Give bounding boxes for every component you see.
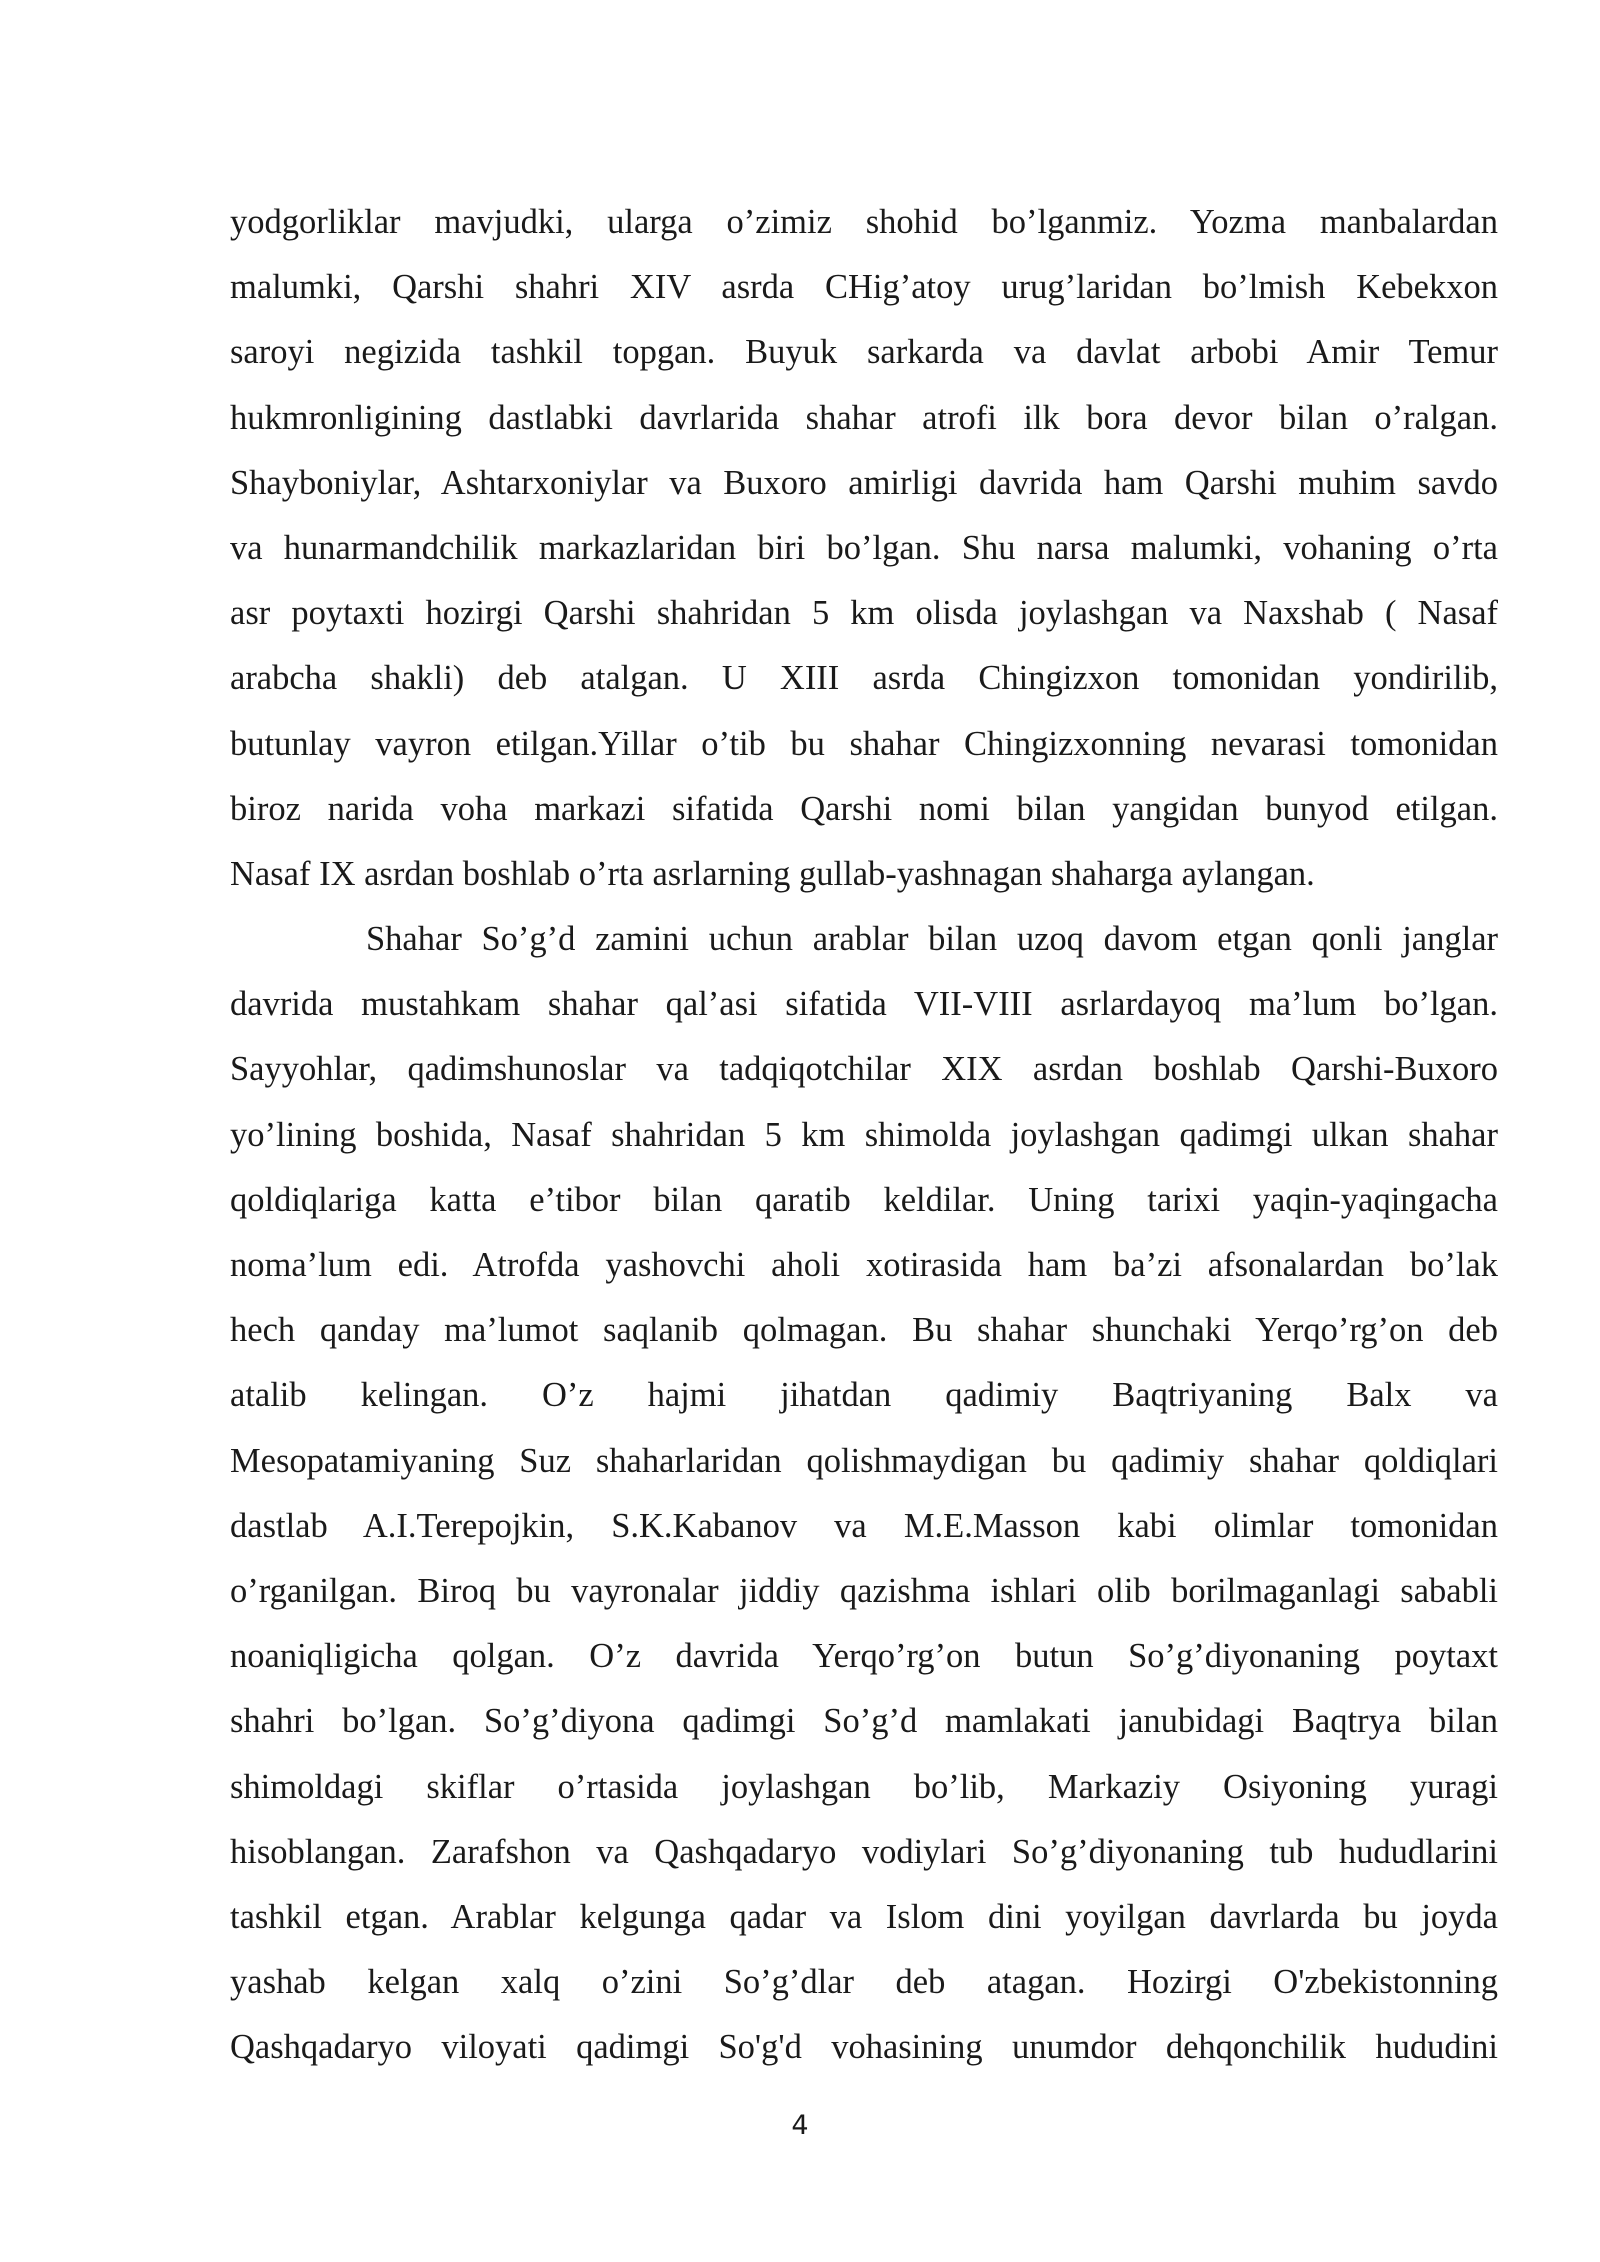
text-line: noaniqligicha qolgan. O’z davrida Yerqo’rg’on butun So’g’diyonaning poytaxt — [230, 1637, 1498, 1676]
paragraph — [230, 190, 1498, 907]
text-line: Shayboniylar, Ashtarxoniylar va Buxoro amirligi davrida ham Qarshi muhim savdo — [230, 463, 1498, 502]
document-body — [230, 190, 1498, 2080]
text-line: Nasaf IX asrdan boshlab o’rta asrlarning gullab-yashnagan shaharga aylangan. — [230, 854, 1315, 893]
text-line: biroz narida voha markazi sifatida Qarshi nomi bilan yangidan bunyod etilgan. — [230, 789, 1498, 828]
text-line: hukmronligining dastlabki davrlarida shahar atrofi ilk bora devor bilan o’ralgan. — [230, 398, 1498, 437]
text-line: Shahar So’g’d zamini uchun arablar bilan uzoq davom etgan qonli janglar — [366, 920, 1498, 959]
text-line: malumki, Qarshi shahri XIV asrda CHig’atoy urug’laridan bo’lmish Kebekxon — [230, 268, 1498, 307]
text-line: Qashqadaryo viloyati qadimgi So'g'd vohasining unumdor dehqonchilik hududini — [230, 2028, 1498, 2067]
text-line: dastlab A.I.Terepojkin, S.K.Kabanov va M.E.Masson kabi olimlar tomonidan — [230, 1506, 1498, 1545]
text-line: atalib kelingan. O’z hajmi jihatdan qadimiy Baqtriyaning Balx va — [230, 1376, 1498, 1415]
text-line: Sayyohlar, qadimshunoslar va tadqiqotchilar XIX asrdan boshlab Qarshi-Buxoro — [230, 1050, 1498, 1089]
text-line: butunlay vayron etilgan.Yillar o’tib bu shahar Chingizxonning nevarasi tomonidan — [230, 724, 1498, 763]
text-line: yodgorliklar mavjudki, ularga o’zimiz shohid bo’lganmiz. Yozma manbalardan — [230, 203, 1498, 241]
text-line: hisoblangan. Zarafshon va Qashqadaryo vodiylari So’g’diyonaning tub hududlarini — [230, 1832, 1498, 1871]
text-line: shimoldagi skiflar o’rtasida joylashgan bo’lib, Markaziy Osiyoning yuragi — [230, 1767, 1498, 1806]
text-line: shahri bo’lgan. So’g’diyona qadimgi So’g’d mamlakati janubidagi Baqtrya bilan — [230, 1702, 1498, 1741]
page-number: 4 — [791, 2110, 809, 2141]
text-line: asr poytaxti hozirgi Qarshi shahridan 5 km olisda joylashgan va Naxshab ( Nasaf — [230, 594, 1498, 633]
text-line: yashab kelgan xalq o’zini So’g’dlar deb atagan. Hozirgi O'zbekistonning — [230, 1963, 1498, 2002]
text-line: saroyi negizida tashkil topgan. Buyuk sarkarda va davlat arbobi Amir Temur — [230, 333, 1498, 372]
text-line: va hunarmandchilik markazlaridan biri bo’lgan. Shu narsa malumki, vohaning o’rta — [230, 528, 1498, 567]
text-line: noma’lum edi. Atrofda yashovchi aholi xotirasida ham ba’zi afsonalardan bo’lak — [230, 1246, 1498, 1284]
paragraph — [230, 907, 1498, 2080]
text-line: qoldiqlariga katta e’tibor bilan qaratib keldilar. Uning tarixi yaqin-yaqingacha — [230, 1180, 1498, 1219]
text-line: yo’lining boshida, Nasaf shahridan 5 km shimolda joylashgan qadimgi ulkan shahar — [230, 1115, 1498, 1154]
text-line: o’rganilgan. Biroq bu vayronalar jiddiy qazishma ishlari olib borilmaganlagi sababli — [230, 1571, 1498, 1610]
text-line: tashkil etgan. Arablar kelgunga qadar va Islom dini yoyilgan davrlarda bu joyda — [230, 1897, 1498, 1936]
text-line: hech qanday ma’lumot saqlanib qolmagan. Bu shahar shunchaki Yerqo’rg’on deb — [230, 1311, 1498, 1350]
text-line: davrida mustahkam shahar qal’asi sifatida VII-VIII asrlardayoq ma’lum bo’lgan. — [230, 985, 1498, 1024]
text-line: arabcha shakli) deb atalgan. U XIII asrda Chingizxon tomonidan yondirilib, — [230, 659, 1498, 698]
text-line: Mesopatamiyaning Suz shaharlaridan qolishmaydigan bu qadimiy shahar qoldiqlari — [230, 1441, 1498, 1480]
